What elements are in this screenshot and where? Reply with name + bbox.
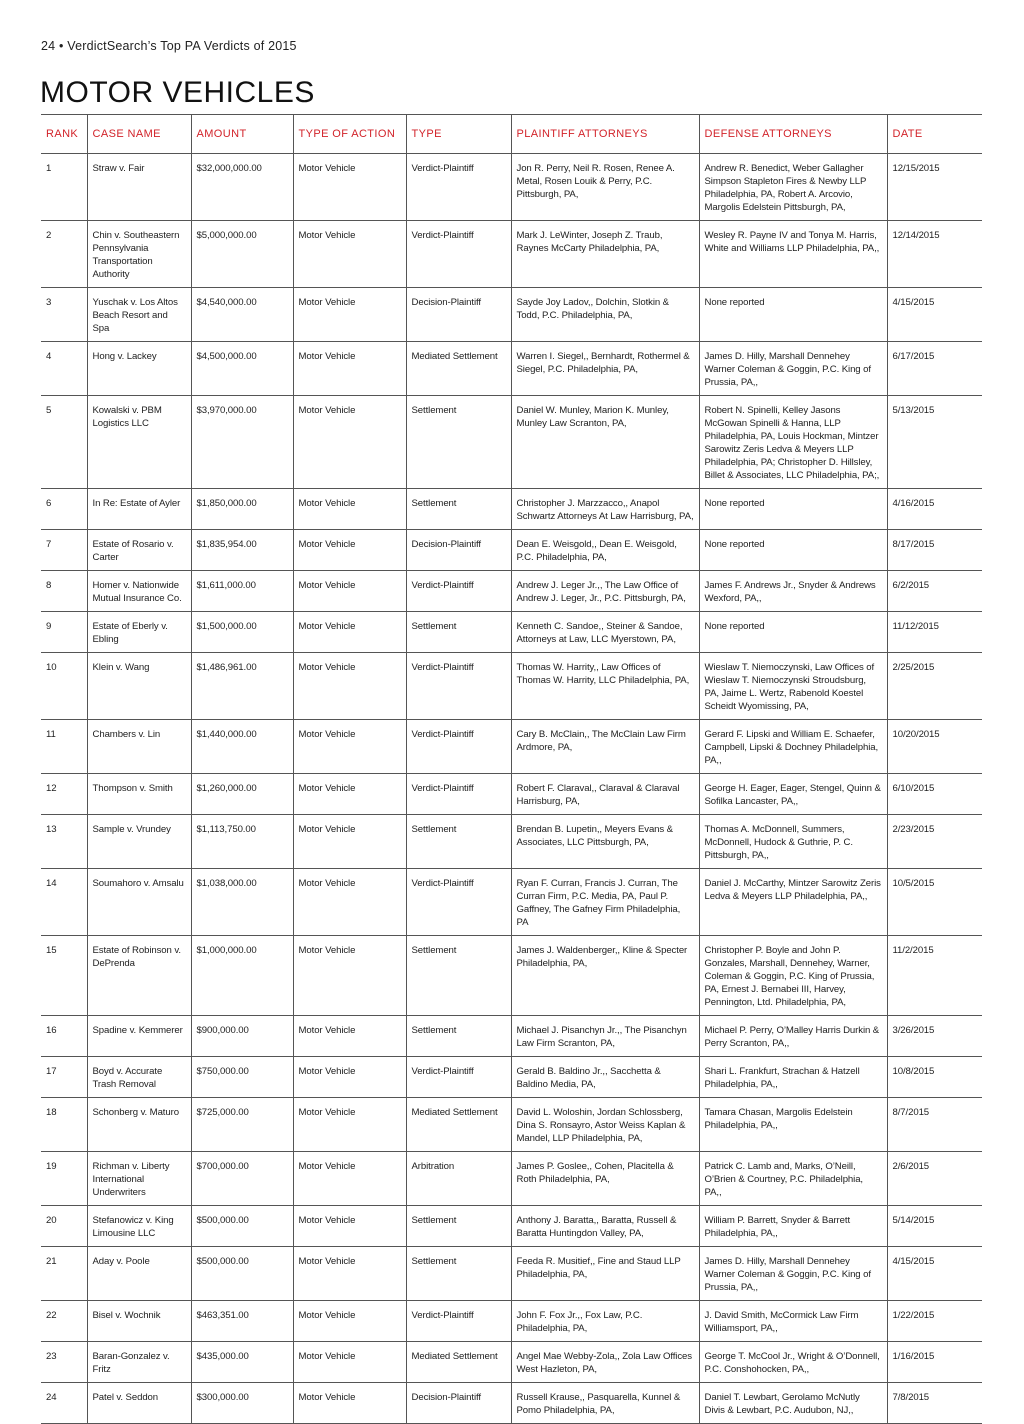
date-cell: 7/8/2015	[887, 1383, 982, 1424]
defense-attorneys-cell: James D. Hilly, Marshall Dennehey Warner Coleman & Goggin, P.C. King of Prussia, PA,,	[699, 1247, 887, 1301]
case-name-cell: Homer v. Nationwide Mutual Insurance Co.	[87, 571, 191, 612]
table-row	[41, 1206, 982, 1247]
type-of-action-cell: Motor Vehicle	[293, 653, 406, 720]
type-cell: Settlement	[406, 489, 511, 530]
amount-cell: $1,440,000.00	[191, 720, 293, 774]
case-name-cell: Baran-Gonzalez v. Fritz	[87, 1342, 191, 1383]
defense-attorneys-cell: Tamara Chasan, Margolis Edelstein Philadelphia, PA,,	[699, 1098, 887, 1152]
table-row	[41, 1383, 982, 1424]
plaintiff-attorneys-cell: Gerald B. Baldino Jr.,, Sacchetta & Baldino Media, PA,	[511, 1057, 699, 1098]
date-cell: 6/2/2015	[887, 571, 982, 612]
plaintiff-attorneys-cell: Mark J. LeWinter, Joseph Z. Traub, Raynes McCarty Philadelphia, PA,	[511, 221, 699, 288]
column-header-date: DATE	[887, 115, 982, 154]
table-row	[41, 342, 982, 396]
rank-cell: 14	[41, 869, 87, 936]
table-row	[41, 612, 982, 653]
date-cell: 1/16/2015	[887, 1342, 982, 1383]
defense-attorneys-cell: Patrick C. Lamb and, Marks, O’Neill, O’Brien & Courtney, P.C. Philadelphia, PA,,	[699, 1152, 887, 1206]
rank-cell: 22	[41, 1301, 87, 1342]
column-header-plaintiff-attorneys: PLAINTIFF ATTORNEYS	[511, 115, 699, 154]
column-header-defense-attorneys: DEFENSE ATTORNEYS	[699, 115, 887, 154]
table-row	[41, 936, 982, 1016]
date-cell: 2/6/2015	[887, 1152, 982, 1206]
type-of-action-cell: Motor Vehicle	[293, 1383, 406, 1424]
table-row	[41, 1098, 982, 1152]
amount-cell: $463,351.00	[191, 1301, 293, 1342]
defense-attorneys-cell: None reported	[699, 612, 887, 653]
table-row	[41, 154, 982, 221]
defense-attorneys-cell: James D. Hilly, Marshall Dennehey Warner Coleman & Goggin, P.C. King of Prussia, PA,,	[699, 342, 887, 396]
defense-attorneys-cell: Daniel T. Lewbart, Gerolamo McNutly Divis & Lewbart, P.C. Audubon, NJ,,	[699, 1383, 887, 1424]
case-name-cell: In Re: Estate of Ayler	[87, 489, 191, 530]
rank-cell: 19	[41, 1152, 87, 1206]
amount-cell: $5,000,000.00	[191, 221, 293, 288]
plaintiff-attorneys-cell: Michael J. Pisanchyn Jr.,, The Pisanchyn Law Firm Scranton, PA,	[511, 1016, 699, 1057]
defense-attorneys-cell: George T. McCool Jr., Wright & O’Donnell, P.C. Conshohocken, PA,,	[699, 1342, 887, 1383]
date-cell: 8/7/2015	[887, 1098, 982, 1152]
type-cell: Verdict-Plaintiff	[406, 1057, 511, 1098]
type-cell: Decision-Plaintiff	[406, 288, 511, 342]
plaintiff-attorneys-cell: Thomas W. Harrity,, Law Offices of Thomas W. Harrity, LLC Philadelphia, PA,	[511, 653, 699, 720]
table-row	[41, 1301, 982, 1342]
case-name-cell: Stefanowicz v. King Limousine LLC	[87, 1206, 191, 1247]
case-name-cell: Patel v. Seddon	[87, 1383, 191, 1424]
rank-cell: 16	[41, 1016, 87, 1057]
case-name-cell: Richman v. Liberty International Underwriters	[87, 1152, 191, 1206]
type-of-action-cell: Motor Vehicle	[293, 489, 406, 530]
rank-cell: 9	[41, 612, 87, 653]
amount-cell: $32,000,000.00	[191, 154, 293, 221]
type-of-action-cell: Motor Vehicle	[293, 342, 406, 396]
type-of-action-cell: Motor Vehicle	[293, 1098, 406, 1152]
rank-cell: 3	[41, 288, 87, 342]
type-cell: Decision-Plaintiff	[406, 1383, 511, 1424]
type-of-action-cell: Motor Vehicle	[293, 1301, 406, 1342]
defense-attorneys-cell: William P. Barrett, Snyder & Barrett Philadelphia, PA,,	[699, 1206, 887, 1247]
plaintiff-attorneys-cell: John F. Fox Jr.,, Fox Law, P.C. Philadelphia, PA,	[511, 1301, 699, 1342]
defense-attorneys-cell: Wieslaw T. Niemoczynski, Law Offices of Wieslaw T. Niemoczynski Stroudsburg, PA, Jaime L. Wertz, Rabenold Koestel Scheidt Wyomissing, PA,	[699, 653, 887, 720]
type-of-action-cell: Motor Vehicle	[293, 1247, 406, 1301]
plaintiff-attorneys-cell: Cary B. McClain,, The McClain Law Firm Ardmore, PA,	[511, 720, 699, 774]
amount-cell: $1,850,000.00	[191, 489, 293, 530]
date-cell: 12/14/2015	[887, 221, 982, 288]
rank-cell: 2	[41, 221, 87, 288]
type-of-action-cell: Motor Vehicle	[293, 154, 406, 221]
type-cell: Settlement	[406, 815, 511, 869]
plaintiff-attorneys-cell: Ryan F. Curran, Francis J. Curran, The Curran Firm, P.C. Media, PA, Paul P. Gaffney, The Gafney Firm Philadelphia, PA	[511, 869, 699, 936]
type-cell: Verdict-Plaintiff	[406, 1301, 511, 1342]
rank-cell: 20	[41, 1206, 87, 1247]
table-row	[41, 396, 982, 489]
date-cell: 10/5/2015	[887, 869, 982, 936]
type-of-action-cell: Motor Vehicle	[293, 1206, 406, 1247]
rank-cell: 11	[41, 720, 87, 774]
type-of-action-cell: Motor Vehicle	[293, 612, 406, 653]
rank-cell: 12	[41, 774, 87, 815]
case-name-cell: Straw v. Fair	[87, 154, 191, 221]
table-body	[41, 154, 982, 1424]
table-row	[41, 720, 982, 774]
defense-attorneys-cell: Thomas A. McDonnell, Summers, McDonnell, Hudock & Guthrie, P. C. Pittsburgh, PA,,	[699, 815, 887, 869]
case-name-cell: Spadine v. Kemmerer	[87, 1016, 191, 1057]
type-of-action-cell: Motor Vehicle	[293, 1057, 406, 1098]
column-header-type: TYPE	[406, 115, 511, 154]
date-cell: 8/17/2015	[887, 530, 982, 571]
table-row	[41, 1342, 982, 1383]
type-cell: Settlement	[406, 1016, 511, 1057]
defense-attorneys-cell: Christopher P. Boyle and John P. Gonzales, Marshall, Dennehey, Warner, Coleman & Goggin, P.C. King of Prussia, PA, Ernest J. Bernabei III, Harvey, Pennington, Ltd. Philadelphia, PA,	[699, 936, 887, 1016]
table-header-row	[41, 115, 982, 154]
plaintiff-attorneys-cell: Christopher J. Marzzacco,, Anapol Schwartz Attorneys At Law Harrisburg, PA,	[511, 489, 699, 530]
type-of-action-cell: Motor Vehicle	[293, 1152, 406, 1206]
case-name-cell: Chin v. Southeastern Pennsylvania Transportation Authority	[87, 221, 191, 288]
amount-cell: $1,038,000.00	[191, 869, 293, 936]
plaintiff-attorneys-cell: Robert F. Claraval,, Claraval & Claraval Harrisburg, PA,	[511, 774, 699, 815]
date-cell: 3/26/2015	[887, 1016, 982, 1057]
rank-cell: 8	[41, 571, 87, 612]
rank-cell: 4	[41, 342, 87, 396]
rank-cell: 1	[41, 154, 87, 221]
case-name-cell: Bisel v. Wochnik	[87, 1301, 191, 1342]
amount-cell: $1,611,000.00	[191, 571, 293, 612]
type-of-action-cell: Motor Vehicle	[293, 869, 406, 936]
type-of-action-cell: Motor Vehicle	[293, 1016, 406, 1057]
defense-attorneys-cell: Michael P. Perry, O’Malley Harris Durkin & Perry Scranton, PA,,	[699, 1016, 887, 1057]
type-of-action-cell: Motor Vehicle	[293, 221, 406, 288]
type-of-action-cell: Motor Vehicle	[293, 396, 406, 489]
plaintiff-attorneys-cell: Kenneth C. Sandoe,, Steiner & Sandoe, Attorneys at Law, LLC Myerstown, PA,	[511, 612, 699, 653]
defense-attorneys-cell: None reported	[699, 489, 887, 530]
rank-cell: 15	[41, 936, 87, 1016]
case-name-cell: Schonberg v. Maturo	[87, 1098, 191, 1152]
page-title: MOTOR VEHICLES	[40, 76, 315, 109]
type-cell: Settlement	[406, 1247, 511, 1301]
type-cell: Verdict-Plaintiff	[406, 154, 511, 221]
plaintiff-attorneys-cell: Andrew J. Leger Jr.,, The Law Office of Andrew J. Leger, Jr., P.C. Pittsburgh, PA,	[511, 571, 699, 612]
rank-cell: 5	[41, 396, 87, 489]
date-cell: 4/16/2015	[887, 489, 982, 530]
type-cell: Mediated Settlement	[406, 1342, 511, 1383]
table-row	[41, 1057, 982, 1098]
date-cell: 2/25/2015	[887, 653, 982, 720]
amount-cell: $3,970,000.00	[191, 396, 293, 489]
type-cell: Settlement	[406, 612, 511, 653]
date-cell: 6/10/2015	[887, 774, 982, 815]
rank-cell: 6	[41, 489, 87, 530]
type-of-action-cell: Motor Vehicle	[293, 530, 406, 571]
type-cell: Settlement	[406, 1206, 511, 1247]
date-cell: 11/2/2015	[887, 936, 982, 1016]
date-cell: 10/20/2015	[887, 720, 982, 774]
date-cell: 4/15/2015	[887, 1247, 982, 1301]
table-row	[41, 1247, 982, 1301]
type-cell: Verdict-Plaintiff	[406, 869, 511, 936]
plaintiff-attorneys-cell: Feeda R. Musitief,, Fine and Staud LLP Philadelphia, PA,	[511, 1247, 699, 1301]
table-row	[41, 774, 982, 815]
date-cell: 5/13/2015	[887, 396, 982, 489]
table-row	[41, 653, 982, 720]
case-name-cell: Hong v. Lackey	[87, 342, 191, 396]
plaintiff-attorneys-cell: Brendan B. Lupetin,, Meyers Evans & Associates, LLC Pittsburgh, PA,	[511, 815, 699, 869]
type-cell: Decision-Plaintiff	[406, 530, 511, 571]
case-name-cell: Estate of Eberly v. Ebling	[87, 612, 191, 653]
table-row	[41, 288, 982, 342]
plaintiff-attorneys-cell: Sayde Joy Ladov,, Dolchin, Slotkin & Todd, P.C. Philadelphia, PA,	[511, 288, 699, 342]
plaintiff-attorneys-cell: Russell Krause,, Pasquarella, Kunnel & Pomo Philadelphia, PA,	[511, 1383, 699, 1424]
amount-cell: $4,540,000.00	[191, 288, 293, 342]
date-cell: 2/23/2015	[887, 815, 982, 869]
type-cell: Mediated Settlement	[406, 342, 511, 396]
amount-cell: $1,000,000.00	[191, 936, 293, 1016]
plaintiff-attorneys-cell: Dean E. Weisgold,, Dean E. Weisgold, P.C. Philadelphia, PA,	[511, 530, 699, 571]
table-row	[41, 869, 982, 936]
amount-cell: $500,000.00	[191, 1247, 293, 1301]
date-cell: 11/12/2015	[887, 612, 982, 653]
amount-cell: $700,000.00	[191, 1152, 293, 1206]
amount-cell: $300,000.00	[191, 1383, 293, 1424]
case-name-cell: Thompson v. Smith	[87, 774, 191, 815]
defense-attorneys-cell: Daniel J. McCarthy, Mintzer Sarowitz Zeris Ledva & Meyers LLP Philadelphia, PA,,	[699, 869, 887, 936]
type-cell: Settlement	[406, 936, 511, 1016]
type-of-action-cell: Motor Vehicle	[293, 571, 406, 612]
column-header-rank: RANK	[41, 115, 87, 154]
defense-attorneys-cell: Gerard F. Lipski and William E. Schaefer, Campbell, Lipski & Dochney Philadelphia, PA,,	[699, 720, 887, 774]
type-cell: Settlement	[406, 396, 511, 489]
case-name-cell: Boyd v. Accurate Trash Removal	[87, 1057, 191, 1098]
table-row	[41, 571, 982, 612]
type-cell: Verdict-Plaintiff	[406, 571, 511, 612]
date-cell: 1/22/2015	[887, 1301, 982, 1342]
amount-cell: $750,000.00	[191, 1057, 293, 1098]
column-header-type-of-action: TYPE OF ACTION	[293, 115, 406, 154]
defense-attorneys-cell: Wesley R. Payne IV and Tonya M. Harris, White and Williams LLP Philadelphia, PA,,	[699, 221, 887, 288]
amount-cell: $1,260,000.00	[191, 774, 293, 815]
defense-attorneys-cell: None reported	[699, 288, 887, 342]
amount-cell: $1,835,954.00	[191, 530, 293, 571]
date-cell: 5/14/2015	[887, 1206, 982, 1247]
case-name-cell: Soumahoro v. Amsalu	[87, 869, 191, 936]
rank-cell: 21	[41, 1247, 87, 1301]
rank-cell: 17	[41, 1057, 87, 1098]
case-name-cell: Aday v. Poole	[87, 1247, 191, 1301]
case-name-cell: Yuschak v. Los Altos Beach Resort and Spa	[87, 288, 191, 342]
defense-attorneys-cell: Andrew R. Benedict, Weber Gallagher Simpson Stapleton Fires & Newby LLP Philadelphia, PA, Robert A. Arcovio, Margolis Edelstein Pittsburgh, PA,	[699, 154, 887, 221]
type-of-action-cell: Motor Vehicle	[293, 288, 406, 342]
type-of-action-cell: Motor Vehicle	[293, 815, 406, 869]
rank-cell: 18	[41, 1098, 87, 1152]
amount-cell: $4,500,000.00	[191, 342, 293, 396]
case-name-cell: Estate of Robinson v. DePrenda	[87, 936, 191, 1016]
type-cell: Verdict-Plaintiff	[406, 774, 511, 815]
defense-attorneys-cell: Shari L. Frankfurt, Strachan & Hatzell Philadelphia, PA,,	[699, 1057, 887, 1098]
rank-cell: 7	[41, 530, 87, 571]
table-row	[41, 530, 982, 571]
case-name-cell: Klein v. Wang	[87, 653, 191, 720]
page-header: 24 • VerdictSearch’s Top PA Verdicts of 2015	[41, 39, 297, 53]
amount-cell: $500,000.00	[191, 1206, 293, 1247]
plaintiff-attorneys-cell: Angel Mae Webby-Zola,, Zola Law Offices West Hazleton, PA,	[511, 1342, 699, 1383]
type-cell: Verdict-Plaintiff	[406, 720, 511, 774]
plaintiff-attorneys-cell: James J. Waldenberger,, Kline & Specter Philadelphia, PA,	[511, 936, 699, 1016]
defense-attorneys-cell: Robert N. Spinelli, Kelley Jasons McGowan Spinelli & Hanna, LLP Philadelphia, PA, Louis Hockman, Mintzer Sarowitz Zeris Ledva & Meyers LLP Philadelphia, PA; Christopher D. Hillsley, Billet & Associates, LLC Philadelphia, PA;,	[699, 396, 887, 489]
plaintiff-attorneys-cell: Daniel W. Munley, Marion K. Munley, Munley Law Scranton, PA,	[511, 396, 699, 489]
amount-cell: $1,486,961.00	[191, 653, 293, 720]
plaintiff-attorneys-cell: Jon R. Perry, Neil R. Rosen, Renee A. Metal, Rosen Louik & Perry, P.C. Pittsburgh, PA,	[511, 154, 699, 221]
type-of-action-cell: Motor Vehicle	[293, 774, 406, 815]
amount-cell: $435,000.00	[191, 1342, 293, 1383]
plaintiff-attorneys-cell: Warren I. Siegel,, Bernhardt, Rothermel & Siegel, P.C. Philadelphia, PA,	[511, 342, 699, 396]
type-of-action-cell: Motor Vehicle	[293, 936, 406, 1016]
date-cell: 10/8/2015	[887, 1057, 982, 1098]
rank-cell: 13	[41, 815, 87, 869]
date-cell: 6/17/2015	[887, 342, 982, 396]
case-name-cell: Chambers v. Lin	[87, 720, 191, 774]
amount-cell: $900,000.00	[191, 1016, 293, 1057]
date-cell: 12/15/2015	[887, 154, 982, 221]
case-name-cell: Kowalski v. PBM Logistics LLC	[87, 396, 191, 489]
plaintiff-attorneys-cell: Anthony J. Baratta,, Baratta, Russell & Baratta Huntingdon Valley, PA,	[511, 1206, 699, 1247]
defense-attorneys-cell: J. David Smith, McCormick Law Firm Williamsport, PA,,	[699, 1301, 887, 1342]
case-name-cell: Sample v. Vrundey	[87, 815, 191, 869]
table-row	[41, 815, 982, 869]
verdicts-table	[41, 114, 982, 1424]
table-row	[41, 1152, 982, 1206]
type-cell: Mediated Settlement	[406, 1098, 511, 1152]
table-row	[41, 1016, 982, 1057]
amount-cell: $1,500,000.00	[191, 612, 293, 653]
defense-attorneys-cell: George H. Eager, Eager, Stengel, Quinn & Sofilka Lancaster, PA,,	[699, 774, 887, 815]
amount-cell: $1,113,750.00	[191, 815, 293, 869]
table-row	[41, 221, 982, 288]
rank-cell: 24	[41, 1383, 87, 1424]
table-row	[41, 489, 982, 530]
plaintiff-attorneys-cell: James P. Goslee,, Cohen, Placitella & Roth Philadelphia, PA,	[511, 1152, 699, 1206]
rank-cell: 23	[41, 1342, 87, 1383]
rank-cell: 10	[41, 653, 87, 720]
date-cell: 4/15/2015	[887, 288, 982, 342]
type-cell: Verdict-Plaintiff	[406, 221, 511, 288]
case-name-cell: Estate of Rosario v. Carter	[87, 530, 191, 571]
type-cell: Arbitration	[406, 1152, 511, 1206]
amount-cell: $725,000.00	[191, 1098, 293, 1152]
defense-attorneys-cell: None reported	[699, 530, 887, 571]
type-of-action-cell: Motor Vehicle	[293, 1342, 406, 1383]
defense-attorneys-cell: James F. Andrews Jr., Snyder & Andrews Wexford, PA,,	[699, 571, 887, 612]
type-cell: Verdict-Plaintiff	[406, 653, 511, 720]
column-header-amount: AMOUNT	[191, 115, 293, 154]
column-header-case-name: CASE NAME	[87, 115, 191, 154]
type-of-action-cell: Motor Vehicle	[293, 720, 406, 774]
plaintiff-attorneys-cell: David L. Woloshin, Jordan Schlossberg, Dina S. Ronsayro, Astor Weiss Kaplan & Mandel, LLP Philadelphia, PA,	[511, 1098, 699, 1152]
